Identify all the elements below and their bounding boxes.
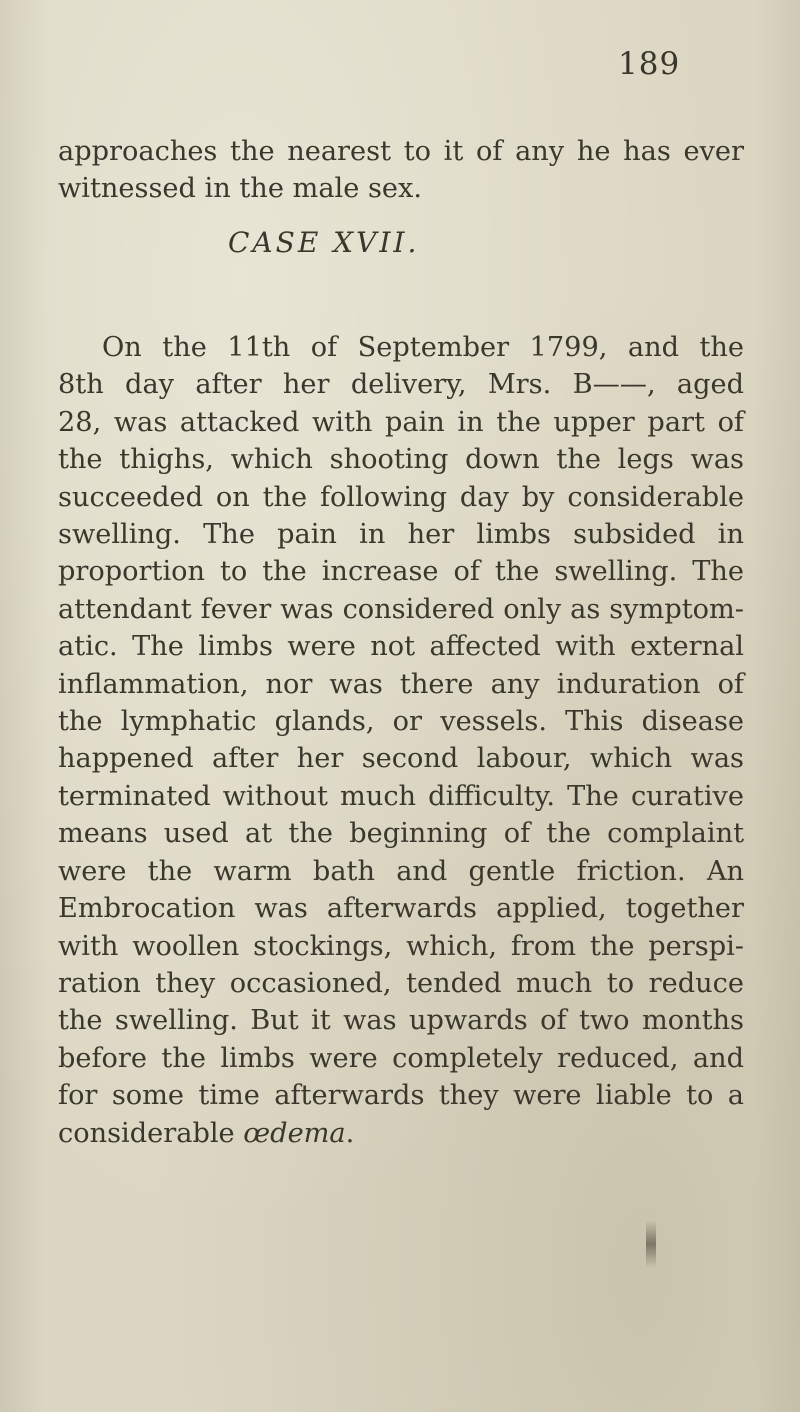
- closing-line: [58, 1115, 744, 1152]
- text-line: atic. The limbs were not affected with external: [58, 631, 744, 663]
- text-line: Embrocation was afterwards applied, together: [58, 893, 744, 925]
- closing-line-text: considerable: [58, 1117, 244, 1149]
- text-line: were the warm bath and gentle friction. An: [58, 855, 744, 887]
- closing-line-end: .: [345, 1117, 355, 1149]
- text-line: witnessed in the male sex.: [58, 173, 422, 205]
- text-line: means used at the beginning of the complaint: [58, 818, 744, 850]
- text-line: the thighs, which shooting down the legs was: [58, 444, 744, 476]
- text-line: On the 11th of September 1799, and the: [102, 332, 744, 363]
- text-line: proportion to the increase of the swelling. The: [58, 556, 744, 588]
- text-line: happened after her second labour, which was: [58, 743, 744, 775]
- text-line: with woollen stockings, which, from the perspi-: [58, 930, 744, 962]
- text-line: for some time afterwards they were liable to a: [58, 1080, 744, 1112]
- closing-line-italic: œdema: [243, 1117, 346, 1149]
- ink-smudge: [646, 1220, 656, 1268]
- text-line: the lymphatic glands, or vessels. This disease: [58, 706, 744, 738]
- text-line: succeeded on the following day by considerable: [58, 481, 744, 513]
- text-line: approaches the nearest to it of any he has ever: [58, 136, 744, 167]
- intro-paragraph: [58, 133, 744, 208]
- text-line: terminated without much difficulty. The curative: [58, 780, 744, 812]
- case-paragraph: [58, 329, 744, 1152]
- text-line: attendant fever was considered only as symptom-: [58, 593, 744, 625]
- case-heading: CASE XVII.: [228, 226, 420, 259]
- page-number: 189: [618, 46, 681, 82]
- text-line: ration they occasioned, tended much to reduce: [58, 967, 744, 999]
- text-line: the swelling. But it was upwards of two months: [58, 1005, 744, 1037]
- text-line: 28, was attacked with pain in the upper part of: [58, 406, 744, 438]
- text-line: inflammation, nor was there any induration of: [58, 668, 744, 700]
- text-line: swelling. The pain in her limbs subsided in: [58, 519, 744, 551]
- text-line: 8th day after her delivery, Mrs. B——, aged: [58, 369, 744, 401]
- text-line: before the limbs were completely reduced, and: [58, 1042, 744, 1074]
